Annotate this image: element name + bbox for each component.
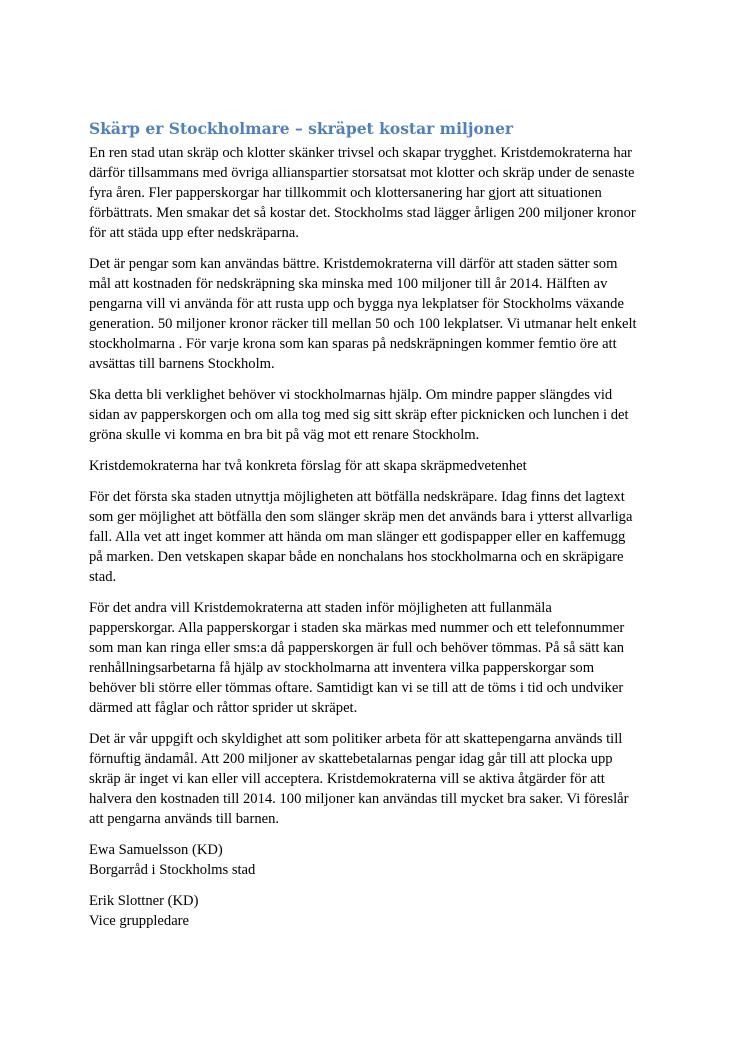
text-line: för att städa upp efter nedskräparna. [89, 225, 299, 241]
text-line: Kristdemokraterna har två konkreta förslag för att skapa skräpmedvetenhet [89, 458, 527, 474]
text-line: förnuftig ändamål. Att 200 miljoner av skattebetalarnas pengar idag går till att plocka upp [89, 751, 613, 767]
text-line: Det är pengar som kan användas bättre. Kristdemokraterna vill därför att staden sätter som [89, 256, 618, 272]
article-title: Skärp er Stockholmare – skräpet kostar miljoner [89, 119, 514, 138]
text-line: fall. Alla vet att inget kommer att hända om man slänger ett godispapper eller en kaffemugg [89, 529, 626, 545]
text-line: stad. [89, 569, 117, 585]
text-line: som man kan ringa eller sms:a då papperskorgen är full och behöver tömmas. På så sätt kan [89, 640, 625, 656]
text-line: stockholmarna . För varje krona som kan sparas på nedskräpningen kommer femtio öre att [89, 336, 617, 352]
text-line: Ska detta bli verklighet behöver vi stockholmarnas hjälp. Om mindre papper slängdes vid [89, 387, 613, 403]
article-body [89, 143, 663, 942]
proposal-bins-paragraph [89, 598, 663, 718]
text-line: skräp är inget vi kan eller vill acceptera. Kristdemokraterna vill se aktiva åtgärder för att [89, 771, 605, 787]
text-line: Erik Slottner (KD) [89, 893, 199, 909]
intro-paragraph [89, 143, 663, 243]
text-line: halvera den kostnaden till 2014. 100 miljoner kan användas till mycket bra saker. Vi föreslår [89, 791, 629, 807]
text-line: därför tillsammans med övriga allianspartier storsatsat mot klotter och skräp under de senaste [89, 165, 635, 181]
text-line: fyra åren. Fler papperskorgar har tillkommit och klottersanering har gjort att situationen [89, 185, 602, 201]
text-line: Det är vår uppgift och skyldighet att som politiker arbeta för att skattepengarna används till [89, 731, 623, 747]
signature-ewa-samuelsson [89, 840, 663, 880]
text-line: på marken. Den vetskapen skapar både en nonchalans hos stockholmarna och en skräpigare [89, 549, 624, 565]
text-line: Ewa Samuelsson (KD) [89, 842, 223, 858]
proposals-intro-paragraph [89, 456, 663, 476]
text-line: pengarna vill vi använda för att rusta upp och bygga nya lekplatser för Stockholms växande [89, 296, 624, 312]
text-line: gröna skulle vi komma en bra bit på väg mot ett renare Stockholm. [89, 427, 480, 443]
text-line: papperskorgar. Alla papperskorgar i staden ska märkas med nummer och ett telefonnummer [89, 620, 625, 636]
text-line: behöver bli större eller tömmas oftare. Samtidigt kan vi se till att de töms i tid och undviker [89, 680, 624, 696]
budget-paragraph [89, 254, 663, 374]
text-line: att pengarna används till barnen. [89, 811, 280, 827]
text-line: renhållningsarbetarna få hjälp av stockholmarna att inventera vilka papperskorgar som [89, 660, 595, 676]
proposal-fines-paragraph [89, 487, 663, 587]
conclusion-paragraph [89, 729, 663, 829]
text-line: sidan av papperskorgen och om alla tog med sig sitt skräp efter picknicken och lunchen i det [89, 407, 629, 423]
text-line: En ren stad utan skräp och klotter skänker trivsel och skapar trygghet. Kristdemokraterna har [89, 145, 633, 161]
text-line: avsättas till barnens Stockholm. [89, 356, 275, 372]
signature-erik-slottner [89, 891, 663, 931]
text-line: därmed att fåglar och råttor sprider ut skräpet. [89, 700, 358, 716]
text-line: För det andra vill Kristdemokraterna att staden inför möjligheten att fullanmäla [89, 600, 552, 616]
text-line: förbättrats. Men smakar det så kostar det. Stockholms stad lägger årligen 200 miljoner kronor [89, 205, 636, 221]
help-paragraph [89, 385, 663, 445]
text-line: mål att kostnaden för nedskräpning ska minska med 100 miljoner till år 2014. Hälften av [89, 276, 608, 292]
text-line: generation. 50 miljoner kronor räcker till mellan 50 och 100 lekplatser. Vi utmanar helt enkelt [89, 316, 637, 332]
text-line: För det första ska staden utnyttja möjligheten att bötfälla nedskräpare. Idag finns det lagtext [89, 489, 625, 505]
text-line: som ger möjlighet att bötfälla den som slänger skräp men det används bara i ytterst allvarliga [89, 509, 633, 525]
text-line: Borgarråd i Stockholms stad [89, 862, 256, 878]
text-line: Vice gruppledare [89, 913, 190, 929]
